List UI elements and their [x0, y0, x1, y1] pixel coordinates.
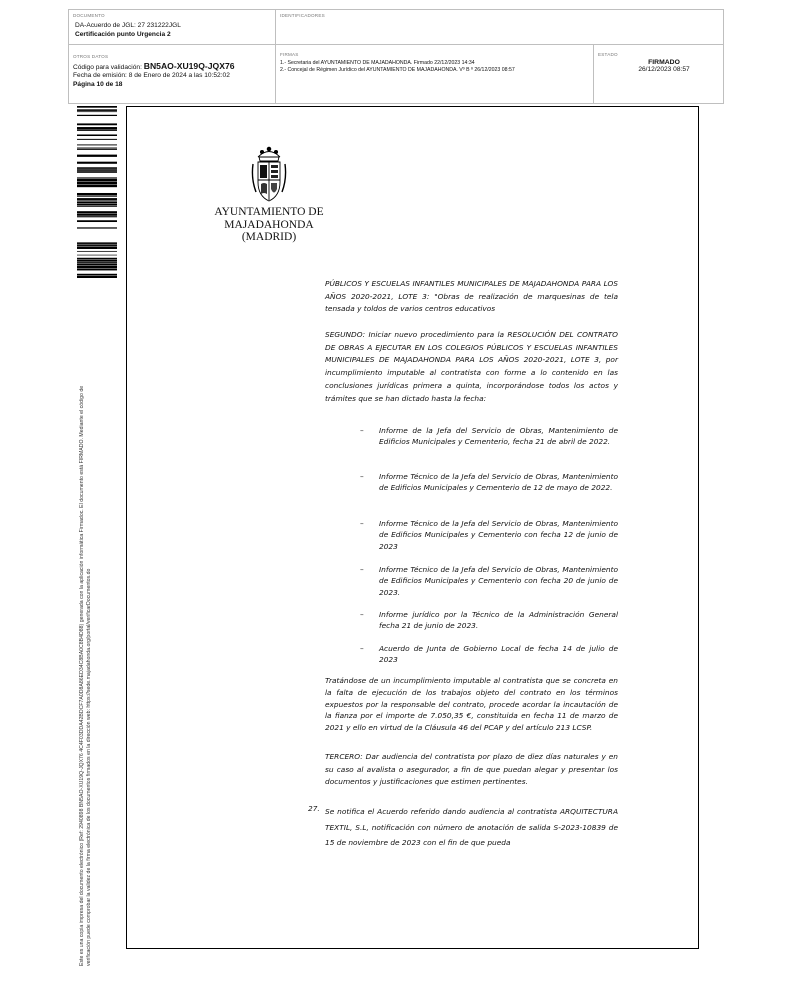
firma-1: 1.- Secretaria del AYUNTAMIENTO DE MAJADAHONDA. Firmado 22/12/2023 14:34 — [280, 60, 475, 66]
codigo-prefix: Código para validación: — [73, 64, 142, 71]
paragraph-segundo: SEGUNDO: Iniciar nuevo procedimiento para la RESOLUCIÓN DEL CONTRATO DE OBRAS A EJECUTAR EN LOS COLEGIOS PÚBLICOS Y ESCUELAS INFANTILES MUNICIPALES DE MAJADAHONDA PARA LOS AÑOS 2020-2021, LOTE 3, por incumplimiento imputable al contratista con forme a lo contenido en las conclusiones jurídicas primera a quinta, incorporándose todos los actos y trámites que se han dictado hasta la fecha: — [325, 330, 618, 403]
list-item: – Informe jurídico por la Técnico de la Administración General fecha 21 de junio de 2023. — [360, 610, 618, 631]
identificadores-label: IDENTIFICADORES — [280, 13, 325, 18]
side-text-line2: verificación puede comprobar la validez de la firma electrónica de los documentos firmados en la dirección web: https://sede.majadahonda.org/portal/verificarDocumentos.do — [86, 568, 92, 966]
side-text-line1: Este es una copia impresa del documento electrónico (Ref: 2940898 BN5AO-XU19Q-JQX76 4C4F03DDA42BDCF7A0D8A86ED34C8BA0C8B4D88) generada con la aplicación informática Firmadoc. El documento está FIRMADO. Mediante el código de — [79, 385, 85, 966]
estado-value: FIRMADO — [648, 59, 680, 66]
firmas-cell — [276, 45, 594, 103]
list-item: – Informe Técnico de la Jefa del Servicio de Obras, Mantenimiento de Edificios Municipales y Cementerio de 12 de mayo de 2022. — [360, 472, 618, 493]
codigo-value: BN5AO-XU19Q-JQX76 — [143, 61, 235, 71]
identificadores-cell — [276, 10, 723, 45]
pagina-number: Página 10 de 18 — [73, 81, 123, 88]
organization-name — [213, 206, 325, 244]
list-item: – Informe Técnico de la Jefa del Servicio de Obras, Mantenimiento de Edificios Municipales y Cementerio con fecha 12 de junio de 2023 — [360, 519, 618, 551]
documento-cell — [69, 10, 276, 45]
codigo-validacion — [73, 62, 235, 73]
otros-datos-label: OTROS DATOS — [73, 54, 109, 59]
fecha-emision: Fecha de emisión: 8 de Enero de 2024 a las 10:52:02 — [73, 72, 230, 79]
documento-line1: DA-Acuerdo de JGL: 27 231222JGL — [75, 22, 181, 29]
document-page — [126, 106, 699, 949]
list-item: – Acuerdo de Junta de Gobierno Local de fecha 14 de julio de 2023 — [360, 644, 618, 665]
paragraph-1: PÚBLICOS Y ESCUELAS INFANTILES MUNICIPALES DE MAJADAHONDA PARA LOS AÑOS 2020-2021, LOTE 3: "Obras de realización de marquesinas de tela tensada y toldos de varios centros educativos — [325, 279, 618, 314]
item-number: 27. — [308, 804, 320, 813]
org-line2: MAJADAHONDA — [224, 218, 314, 231]
estado-label: ESTADO — [598, 52, 618, 57]
org-line1: AYUNTAMIENTO DE — [214, 206, 324, 218]
estado-cell — [594, 45, 723, 103]
verification-side-text — [79, 286, 93, 966]
document-header — [68, 9, 724, 104]
list-item: – Informe de la Jefa del Servicio de Obras, Mantenimiento de Edificios Municipales y Cementerio, fecha 21 de abril de 2022. — [360, 426, 618, 447]
paragraph-tercero: TERCERO: Dar audiencia del contratista por plazo de diez días naturales y en su caso al avalista o asegurador, a fin de que puedan alegar y presentar los documentos y justificaciones que estimen pertinentes. — [325, 752, 618, 787]
barcode-image — [77, 106, 117, 278]
org-line3: (MADRID) — [241, 231, 297, 243]
documento-label: DOCUMENTO — [73, 13, 105, 18]
paragraph-notifica: Se notifica el Acuerdo referido dando audiencia al contratista ARQUITECTURA TEXTIL, S.L, notificación con número de anotación de salida S-2023-10839 de 15 de noviembre de 2023 con el fin de que pueda — [325, 807, 618, 847]
paragraph-tratandose: Tratándose de un incumplimiento imputable al contratista que se concreta en la falta de ejecución de los trabajos objeto del contrato en los términos expuestos por la responsable del contrato, procede acordar la incautación de la fianza por el importe de 7.050,35 €, constituida en fecha 11 de marzo de 2021 y ello en virtud de la Cláusula 46 del PCAP y del artículo 213 LCSP. — [325, 676, 618, 733]
firma-2: 2.- Concejal de Régimen Jurídico del AYUNTAMIENTO DE MAJADAHONDA. Vº B º 26/12/2023 08:57 — [280, 67, 515, 74]
documento-line2: Certificación punto Urgencia 2 — [75, 31, 171, 38]
otros-datos-cell — [69, 45, 276, 103]
firmas-list — [280, 60, 515, 75]
estado-fecha: 26/12/2023 08:57 — [638, 66, 690, 73]
firmas-label: FIRMAS — [280, 52, 299, 57]
coat-of-arms-icon — [250, 144, 288, 206]
list-item: – Informe Técnico de la Jefa del Servicio de Obras, Mantenimiento de Edificios Municipales y Cementerio con fecha 20 de junio de 2023. — [360, 565, 618, 597]
